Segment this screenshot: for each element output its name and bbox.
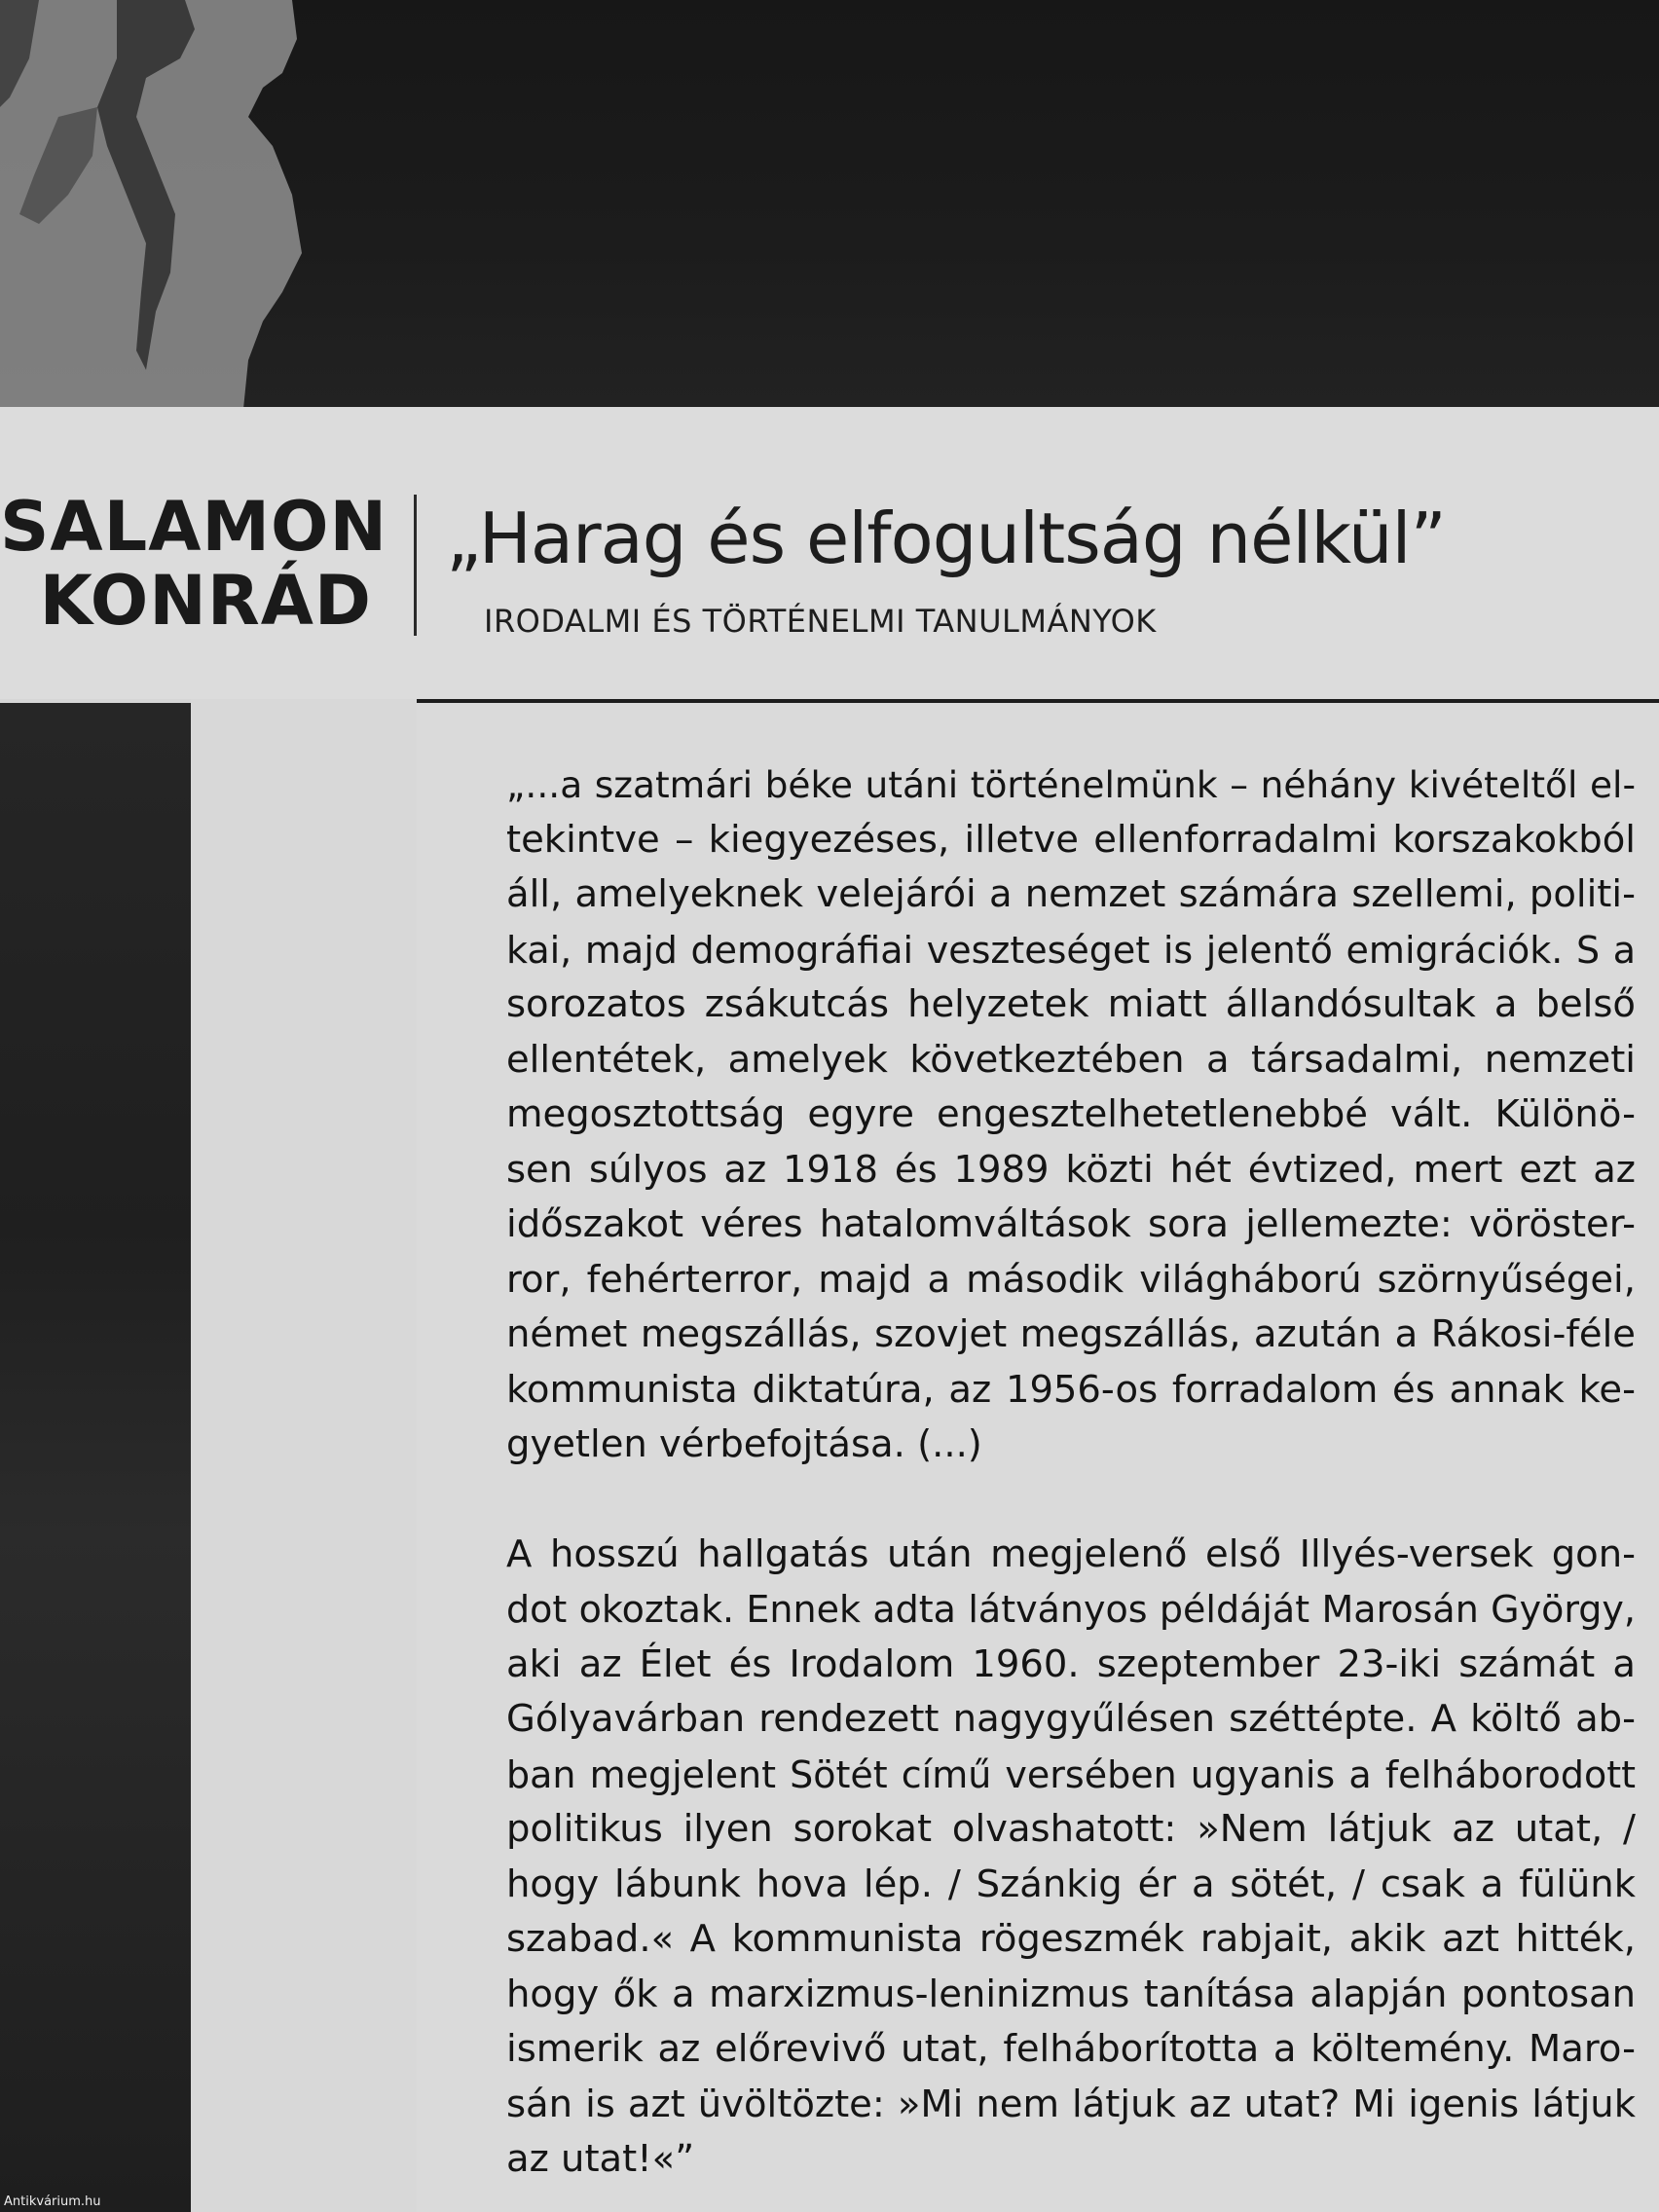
- text-line: Gólyavárban rendezett nagygyűlésen széttépte. A költő ab-: [506, 1697, 1636, 1741]
- header-divider: [414, 495, 417, 636]
- text-line: kai, majd demográfiai veszteséget is jelentő emigrációk. S a: [506, 928, 1636, 972]
- paragraph-2: [506, 1528, 1636, 2188]
- text-line: aki az Élet és Irodalom 1960. szeptember 23-iki számát a: [506, 1641, 1636, 1686]
- author-line-1: SALAMON: [0, 487, 388, 567]
- text-line: ismerik az előrevivő utat, felháborította a költemény. Maro-: [506, 2027, 1636, 2071]
- text-line: időszakot véres hatalomváltások sora jellemezte: vöröster-: [506, 1202, 1636, 1246]
- text-line: sorozatos zsákutcás helyzetek miatt állandósultak a belső: [506, 982, 1636, 1026]
- text-line: ror, fehérterror, majd a második világháború szörnyűségei,: [506, 1257, 1636, 1302]
- left-dark-panel: [0, 703, 191, 2212]
- book-subtitle: IRODALMI ÉS TÖRTÉNELMI TANULMÁNYOK: [484, 603, 1157, 640]
- gutter: [191, 699, 417, 2212]
- text-line: dot okoztak. Ennek adta látványos példáját Marosán György,: [506, 1588, 1636, 1631]
- abstract-figure-artwork: [0, 0, 1659, 409]
- text-line: „...a szatmári béke utáni történelmünk – néhány kivételtől el-: [506, 763, 1636, 806]
- text-line: hogy ők a marxizmus-leninizmus tanítása alapján pontosan: [506, 1972, 1636, 2016]
- text-line: ellentétek, amelyek következtében a társadalmi, nemzeti: [506, 1037, 1636, 1082]
- text-line: szabad.« A kommunista rögeszmék rabjait, akik azt hitték,: [506, 1917, 1636, 1961]
- text-line: politikus ilyen sorokat olvashatott: »Nem látjuk az utat, /: [506, 1807, 1636, 1851]
- watermark: Antikvárium.hu: [4, 2194, 101, 2209]
- book-header: [0, 407, 1659, 699]
- text-line: tekintve – kiegyezéses, illetve ellenforradalmi korszakokból: [506, 817, 1636, 862]
- cover-artwork-band: [0, 0, 1659, 409]
- text-line: sán is azt üvöltözte: »Mi nem látjuk az utat? Mi igenis látjuk: [506, 2082, 1636, 2126]
- text-line: ban megjelent Sötét című versében ugyanis a felháborodott: [506, 1752, 1636, 1796]
- text-line: áll, amelyeknek velejárói a nemzet számára szellemi, politi-: [506, 872, 1636, 916]
- text-line: az utat!«”: [506, 2137, 695, 2181]
- excerpt-panel: [417, 703, 1659, 2212]
- author-name: [0, 487, 388, 641]
- text-line: gyetlen vérbefojtása. (...): [506, 1422, 982, 1466]
- book-title: „Harag és elfogultság nélkül”: [446, 498, 1446, 579]
- text-line: sen súlyos az 1918 és 1989 közti hét évtized, mert ezt az: [506, 1147, 1636, 1192]
- excerpt-text: [506, 757, 1636, 2188]
- text-line: A hosszú hallgatás után megjelenő első Illyés-versek gon-: [506, 1531, 1636, 1576]
- text-line: kommunista diktatúra, az 1956-os forradalom és annak ke-: [506, 1367, 1636, 1412]
- text-line: német megszállás, szovjet megszállás, azután a Rákosi-féle: [506, 1312, 1636, 1356]
- text-line: hogy lábunk hova lép. / Szánkig ér a sötét, / csak a fülünk: [506, 1862, 1636, 1906]
- author-line-2: KONRÁD: [39, 561, 372, 641]
- text-line: megosztottság egyre engesztelhetetlenebbé vált. Különö-: [506, 1092, 1636, 1136]
- paragraph-1: [506, 757, 1636, 1473]
